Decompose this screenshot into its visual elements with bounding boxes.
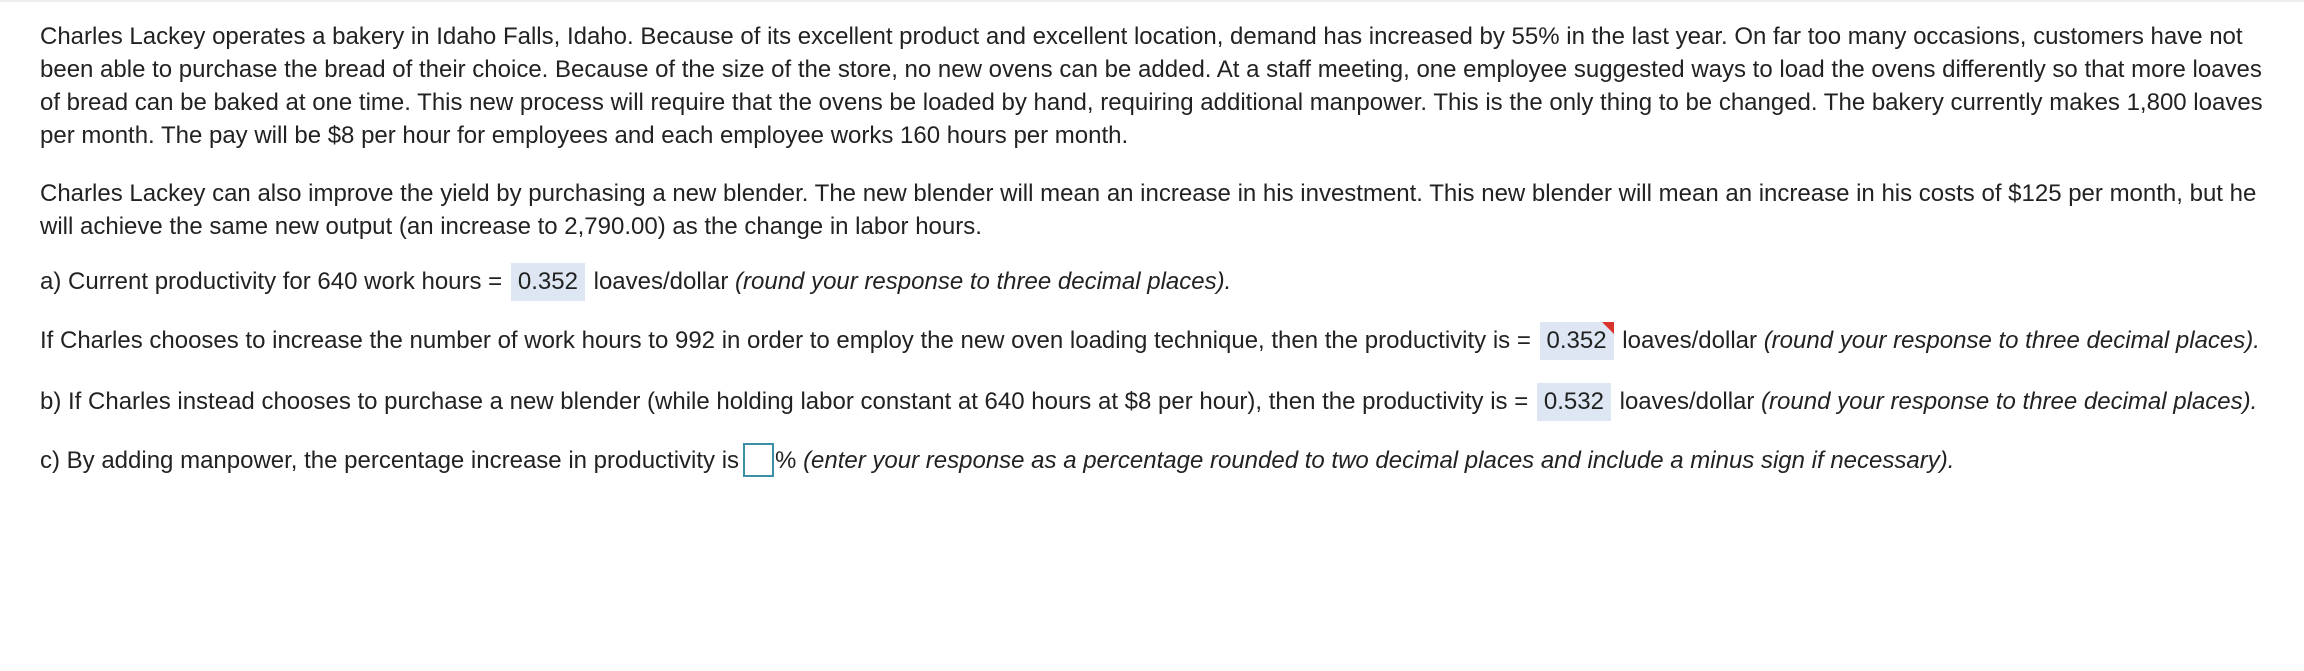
question-a-prefix: a) Current productivity for 640 work hours = [40,268,503,295]
question-b-hint: (round your response to three decimal places). [1761,388,2258,415]
question-a2-prefix: If Charles chooses to increase the number of work hours to 992 in order to employ the new oven loading technique, then the productivity is = [40,327,1531,354]
question-a2-hint: (round your response to three decimal places). [1763,327,2260,354]
top-divider [0,0,2304,2]
question-a [40,263,2270,301]
answer-c-input[interactable] [743,443,774,477]
question-a-unit: loaves/dollar [593,268,729,295]
question-c [40,444,2270,479]
answer-a2-field[interactable] [1540,322,1614,360]
question-b-unit: loaves/dollar [1619,388,1755,415]
question-a2-unit: loaves/dollar [1622,327,1758,354]
question-a-part-2 [40,322,2270,360]
answer-b-field[interactable]: 0.532 [1537,383,1611,421]
question-c-prefix: c) By adding manpower, the percentage increase in productivity is [40,447,740,474]
question-b [40,383,2270,421]
answer-a-field[interactable]: 0.352 [511,263,585,301]
question-c-suffix: % [775,447,797,474]
answer-a2-value: 0.352 [1546,327,1607,354]
question-content [40,20,2270,479]
question-a-hint: (round your response to three decimal places). [735,268,1232,295]
question-b-prefix: b) If Charles instead chooses to purchase a new blender (while holding labor constant at 640 hours at $8 per hour), then the productivity is = [40,388,1529,415]
problem-paragraph-2: Charles Lackey can also improve the yield by purchasing a new blender. The new blender will mean an increase in his investment. This new blender will mean an increase in his costs of $125 per month, but he will achieve the same new output (an increase to 2,790.00) as the change in labor hours. [40,180,2257,240]
question-c-hint: (enter your response as a percentage rounded to two decimal places and include a minus sign if necessary). [803,447,1955,474]
incorrect-flag-icon [1602,322,1614,334]
problem-paragraph-1: Charles Lackey operates a bakery in Idaho Falls, Idaho. Because of its excellent product and excellent location, demand has increased by 55% in the last year. On far too many occasions, customers have not been able to purchase the bread of their choice. Because of the size of the store, no new ovens can be added. At a staff meeting, one employee suggested ways to load the ovens differently so that more loaves of bread can be baked at one time. This new process will require that the ovens be loaded by hand, requiring additional manpower. This is the only thing to be changed. The bakery currently makes 1,800 loaves per month. The pay will be $8 per hour for employees and each employee works 160 hours per month. [40,23,2263,149]
